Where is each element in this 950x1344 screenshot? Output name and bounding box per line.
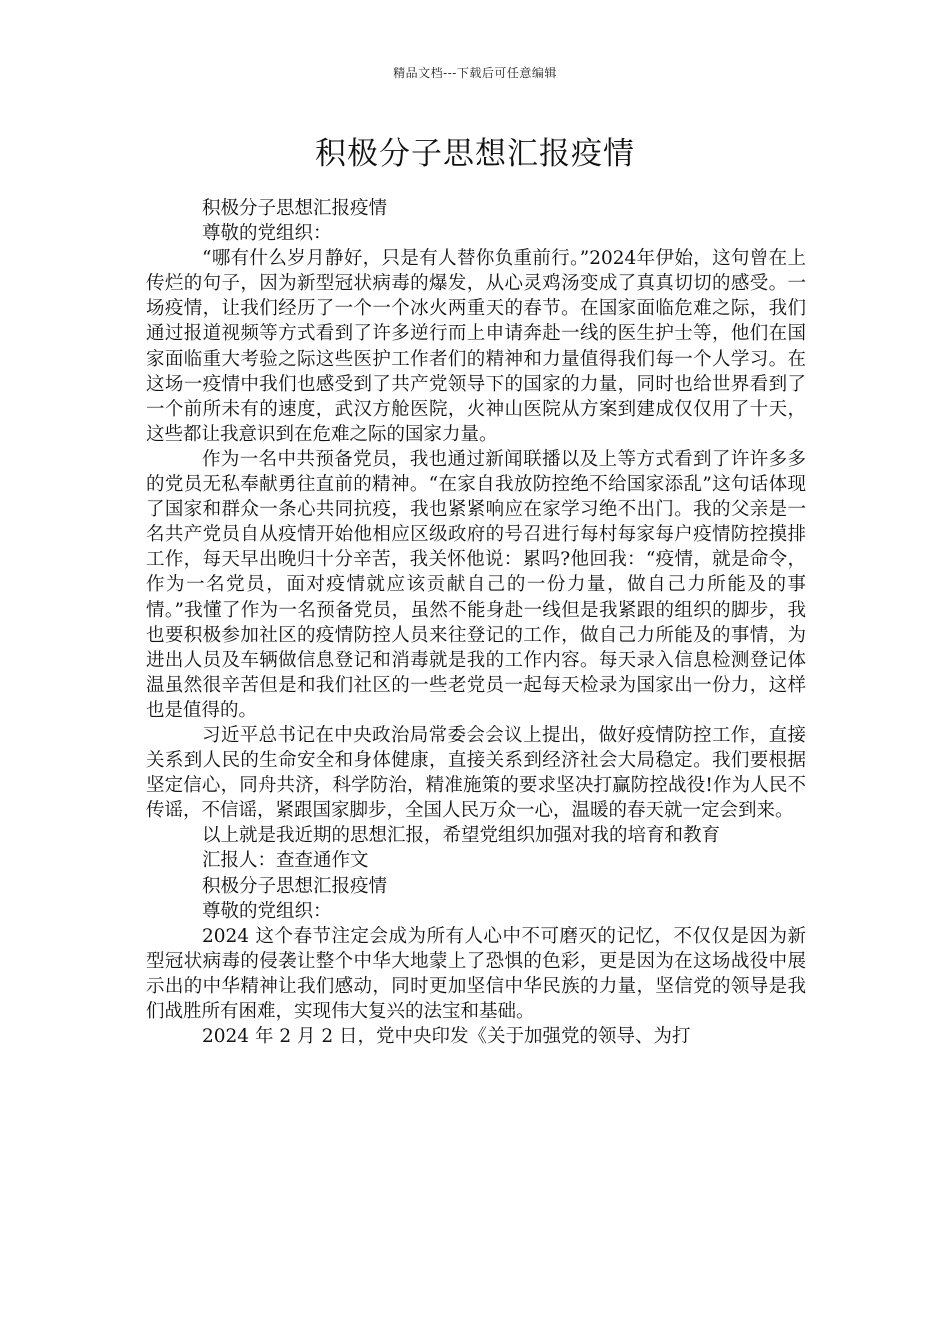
document-body	[146, 196, 806, 1049]
body-subtitle: 积极分子思想汇报疫情	[202, 198, 388, 219]
paragraph: 以上就是我近期的思想汇报，希望党组织加强对我的培育和教育	[202, 825, 721, 847]
document-title: 积极分子思想汇报疫情	[315, 136, 635, 172]
paragraph: 2024 年 2 月 2 日，党中央印发《关于加强党的领导、为打	[202, 1026, 691, 1048]
paragraph: 作为一名中共预备党员，我也通过新闻联播以及上等方式看到了许许多多的党员无私奉献勇往直前的精神。“在家自我放防控绝不给国家添乱”这句话体现了国家和群众一条心共同抗疫，我也紧紧响应在家学习绝不出门。我的父亲是一名共产党员自从疫情开始他相应区级政府的号召进行每村每家每户疫情防控摸排工作，每天早出晚归十分辛苦，我关怀他说：累吗?他回我：“疫情，就是命令，作为一名党员，面对疫情就应该贡献自己的一份力量，做自己力所能及的事情。”我懂了作为一名预备党员，虽然不能身赴一线但是我紧跟的组织的脚步，我也要积极参加社区的疫情防控人员来往登记的工作，做自己力所能及的事情，为进出人员及车辆做信息登记和消毒就是我的工作内容。每天录入信息检测登记体温虽然很辛苦但是和我们社区的一些老党员一起每天检录为国家出一份力，这样也是值得的。	[146, 448, 806, 721]
page-header-note: 精品文档---下载后可任意编辑	[393, 66, 557, 80]
paragraph: “哪有什么岁月静好，只是有人替你负重前行。”2024年伊始，这句曾在上传烂的句子，因为新型冠状病毒的爆发，从心灵鸡汤变成了真真切切的感受。一场疫情，让我们经历了一个一个冰火两重天的春节。在国家面临危难之际，我们通过报道视频等方式看到了许多逆行而上申请奔赴一线的医生护士等，他们在国家面临重大考验之际这些医护工作者们的精神和力量值得我们每一个人学习。在这场一疫情中我们也感受到了共产党领导下的国家的力量，同时也给世界看到了一个前所未有的速度，武汉方舱医院，火神山医院从方案到建成仅仅用了十天，这些都让我意识到在危难之际的国家力量。	[146, 248, 806, 445]
paragraph: 习近平总书记在中央政治局常委会会议上提出，做好疫情防控工作，直接关系到人民的生命安全和身体健康，直接关系到经济社会大局稳定。我们要根据坚定信心，同舟共济，科学防治，精准施策的要求坚决打赢防控战役!作为人民不传谣，不信谣，紧跟国家脚步，全国人民万众一心，温暖的春天就一定会到来。	[146, 724, 807, 822]
reporter-signature: 汇报人：查查通作文	[202, 850, 369, 872]
body-subtitle: 积极分子思想汇报疫情	[202, 875, 388, 897]
salutation: 尊敬的党组织：	[202, 900, 332, 922]
salutation: 尊敬的党组织：	[202, 223, 332, 245]
paragraph: 2024 这个春节注定会成为所有人心中不可磨灭的记忆，不仅仅是因为新型冠状病毒的侵袭让整个中华大地蒙上了恐惧的色彩，更是因为在这场战役中展示出的中华精神让我们感动，同时更加坚信中华民族的力量，坚信党的领导是我们战胜所有困难，实现伟大复兴的法宝和基础。	[146, 925, 806, 1022]
